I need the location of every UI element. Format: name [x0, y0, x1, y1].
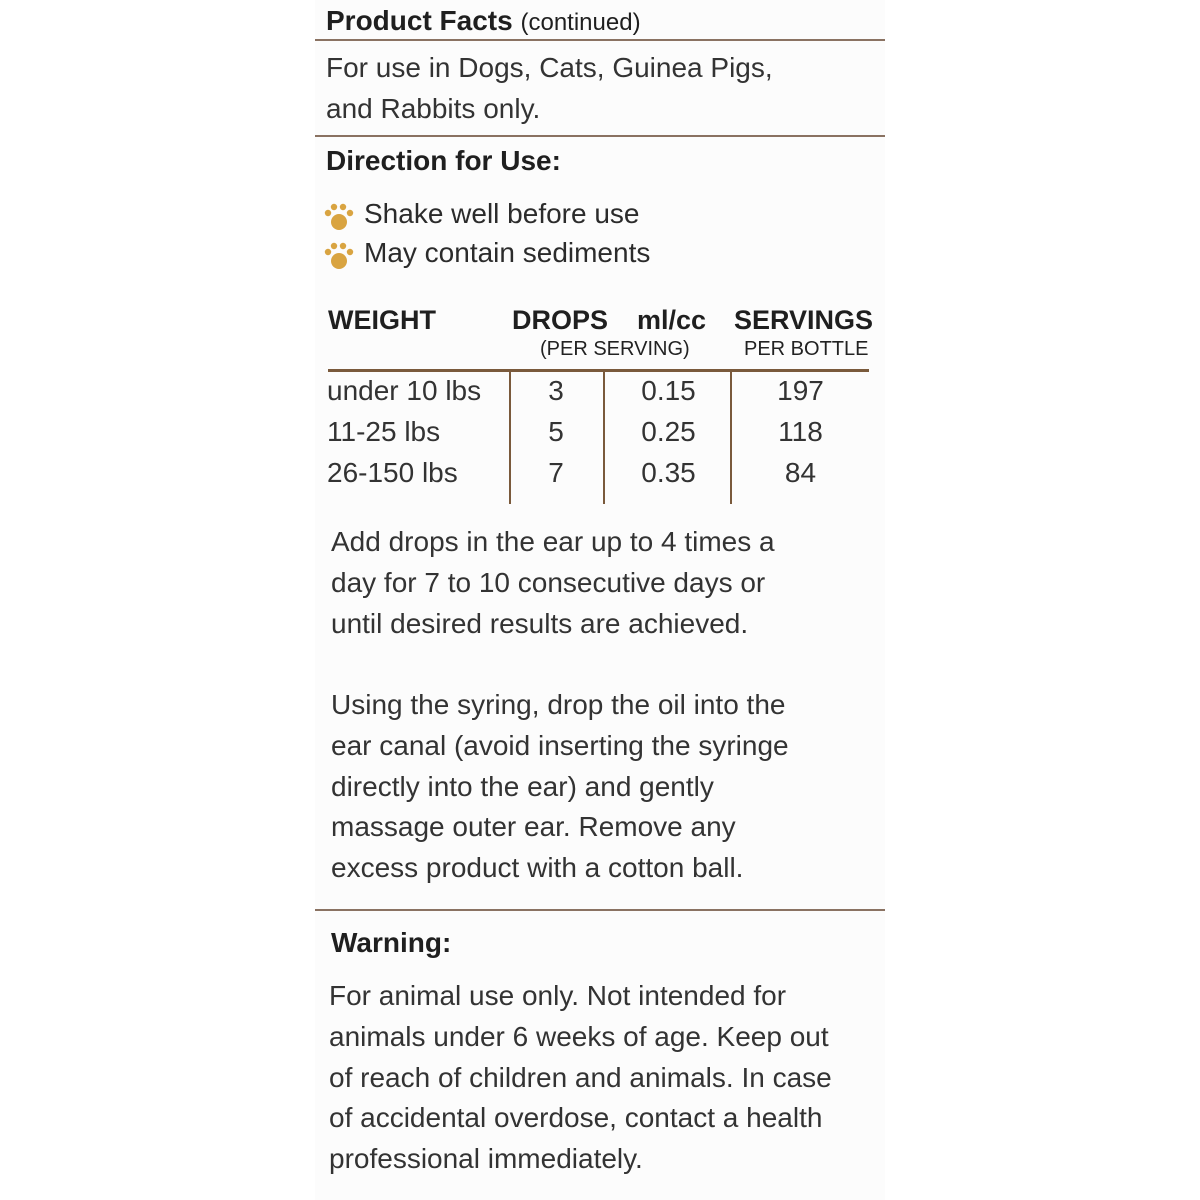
divider-warning [315, 909, 885, 911]
warning-line: For animal use only. Not intended for [329, 980, 787, 1011]
section-title [326, 5, 641, 37]
warning-line: animals under 6 weeks of age. Keep out [329, 1020, 829, 1052]
table-cell-drops: 3 [548, 375, 564, 406]
instruction-line: excess product with a cotton ball. [331, 852, 744, 884]
table-header-rule [328, 369, 869, 372]
warning-line: professional immediately. [329, 1143, 643, 1175]
table-cell-weight: under 10 lbs [327, 375, 482, 406]
warning-line: of accidental overdose, contact a health [329, 1102, 823, 1134]
instruction-line: massage outer ear. Remove any [331, 811, 736, 843]
table-cell-servings: 84 [784, 457, 817, 488]
col-sub-servings: PER BOTTLE [744, 338, 869, 360]
paw-icon [323, 242, 357, 275]
bullet-text: May contain sediments [364, 237, 651, 268]
table-cell-servings: 197 [777, 375, 824, 406]
warning-line: of reach of children and animals. In case [329, 1061, 832, 1093]
paw-icon [323, 203, 357, 236]
instructions-para-1 [331, 522, 775, 644]
col-header-ml: ml/cc [637, 305, 707, 335]
instruction-line: day for 7 to 10 consecutive days or [331, 566, 766, 598]
instruction-line: Add drops in the ear up to 4 times a [331, 526, 775, 557]
instruction-line: Using the syring, drop the oil into the [331, 689, 786, 720]
col-header-weight: WEIGHT [328, 305, 436, 335]
col-sub-drops: (PER SERVING) [540, 338, 690, 360]
directions-heading: Direction for Use: [326, 145, 561, 176]
table-cell-drops: 7 [548, 457, 564, 488]
table-cell-ml: 0.15 [641, 375, 696, 406]
usage-line: and Rabbits only. [326, 92, 541, 124]
col-header-servings: SERVINGS [734, 305, 874, 335]
table-cell-servings: 118 [778, 416, 823, 447]
usage-text [326, 48, 773, 130]
table-cell-drops: 5 [548, 416, 564, 447]
table-cell-ml: 0.35 [641, 457, 696, 488]
divider-usage [315, 135, 885, 137]
warning-text [329, 976, 832, 1180]
warning-heading: Warning: [331, 927, 452, 958]
instruction-line: directly into the ear) and gently [331, 770, 714, 802]
divider-top [315, 39, 885, 41]
table-cell-ml: 0.25 [641, 416, 696, 447]
instruction-line: ear canal (avoid inserting the syringe [331, 729, 789, 761]
title-text: Product Facts [326, 5, 513, 36]
col-header-drops: DROPS [512, 305, 609, 335]
usage-line: For use in Dogs, Cats, Guinea Pigs, [326, 52, 773, 83]
table-cell-weight: 11-25 lbs [327, 416, 441, 447]
title-suffix: (continued) [520, 9, 641, 36]
instructions-para-2 [331, 685, 789, 889]
bullet-text: Shake well before use [364, 198, 640, 229]
instruction-line: until desired results are achieved. [331, 607, 749, 639]
table-cell-weight: 26-150 lbs [327, 457, 458, 488]
